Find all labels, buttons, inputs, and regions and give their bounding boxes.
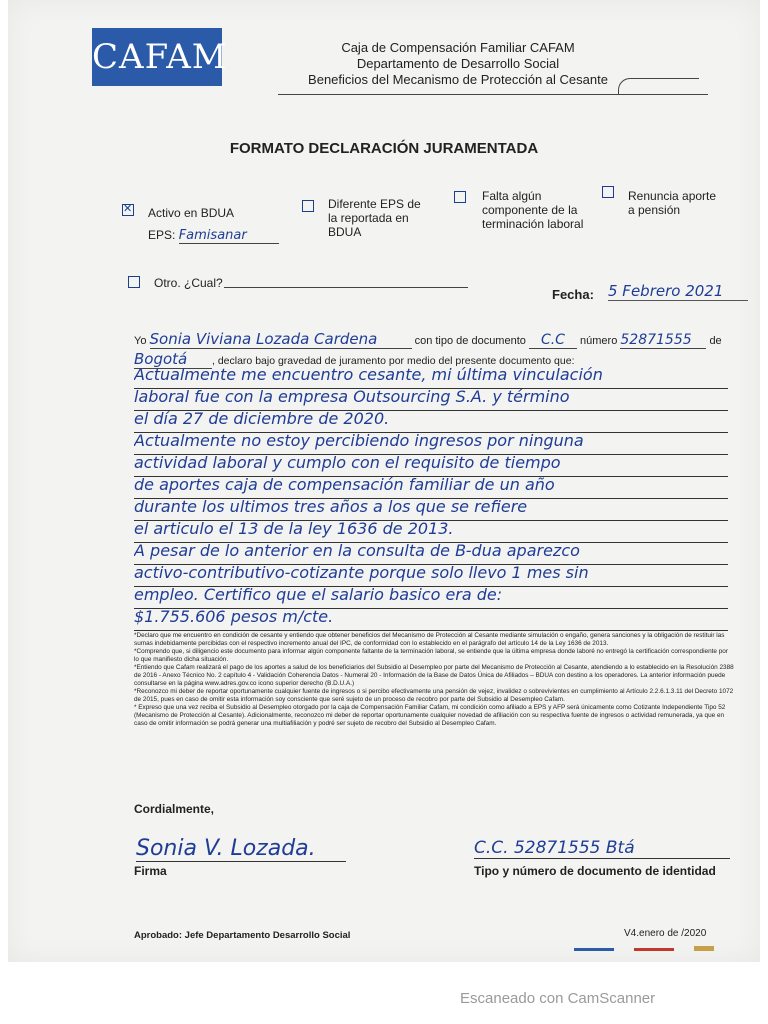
tipo-doc-label: con tipo de documento: [414, 335, 526, 347]
body-line-5[interactable]: actividad laboral y cumplo con el requisito de tiempo: [134, 452, 728, 477]
cafam-logo: CAFAM: [92, 28, 222, 86]
otro-checkbox[interactable]: [128, 276, 140, 288]
fine-print: [134, 632, 734, 728]
diferente-eps-checkbox[interactable]: [302, 200, 314, 212]
eps-label: EPS:: [148, 228, 176, 242]
body-line-6[interactable]: de aportes caja de compensación familiar de un año: [134, 474, 728, 499]
scanned-page: [8, 0, 760, 962]
org-line-1: Caja de Compensación Familiar CAFAM: [341, 40, 575, 55]
org-header: [258, 40, 658, 88]
approved-text: Aprobado: Jefe Departamento Desarrollo Social: [134, 930, 351, 941]
falta-componente-label: [482, 189, 583, 231]
signature-value[interactable]: Sonia V. Lozada.: [136, 836, 346, 862]
diferente-eps-line-3: BDUA: [328, 225, 362, 239]
activo-checkbox[interactable]: [122, 204, 134, 216]
body-line-2[interactable]: laboral fue con la empresa Outsourcing S.A. y término: [134, 386, 728, 411]
body-line-12[interactable]: $1.755.606 pesos m/cte.: [134, 606, 728, 631]
body-line-3[interactable]: el día 27 de diciembre de 2020.: [134, 408, 728, 433]
camscanner-watermark: Escaneado con CamScanner: [460, 990, 656, 1007]
otro-label: Otro. ¿Cual?: [154, 276, 223, 290]
tipo-doc-value[interactable]: C.C: [529, 332, 577, 349]
fecha-label: Fecha:: [552, 287, 594, 302]
body-line-4[interactable]: Actualmente no estoy percibiendo ingresos por ninguna: [134, 430, 728, 455]
de-label: de: [709, 335, 722, 347]
header-curve: [618, 78, 699, 95]
renuncia-checkbox[interactable]: [602, 186, 614, 198]
footer-decoration: [574, 946, 724, 952]
body-line-10[interactable]: activo-contributivo-cotizante porque solo llevo 1 mes sin: [134, 562, 728, 587]
closing-text: Cordialmente,: [134, 802, 215, 816]
falta-line-2: componente de la: [482, 203, 578, 217]
org-line-3: Beneficios del Mecanismo de Protección al Cesante: [308, 72, 608, 87]
eps-value[interactable]: Famisanar: [179, 229, 279, 244]
renuncia-line-1: Renuncia aporte: [628, 189, 717, 203]
name-value[interactable]: Sonia Viviana Lozada Cardena: [150, 330, 412, 349]
falta-line-3: terminación laboral: [482, 217, 584, 231]
body-line-1[interactable]: Actualmente me encuentro cesante, mi última vinculación: [134, 364, 728, 389]
version-text: V4.enero de /2020: [624, 928, 707, 939]
fine-print-4: *Reconozco mi deber de reportar oportunamente cualquier fuente de ingresos o si percibo efectivamente una pensión de vejez, invalidez o sobrevivientes en cumplimiento al Artículo 2.2.6.1.3.11 del Decreto 1072 de 2015, pues en caso de omitir esta información soy consciente que seré sujeto de un proceso de recobro por parte del Subsidio al Desempleo Cafam.: [134, 688, 734, 703]
falta-componente-checkbox[interactable]: [454, 191, 466, 203]
activo-label: Activo en BDUA: [148, 206, 235, 220]
ciudad-value[interactable]: Bogotá: [134, 350, 212, 369]
fine-print-5: * Expreso que una vez reciba el Subsidio al Desempleo otorgado por la caja de Compensación Familiar Cafam, mi condición como afiliado a EPS y AFP será únicamente como Cotizante Independiente Tipo 52 (Mecanismo de Protección al Cesante). Adicionalmente, reconozco mi deber de reportar oportunamente cualquier novedad de afiliación con su respectiva fuente de ingresos o actividad remunerada, ya que en caso de omitir información se podrá generar una multiafiliación y podré ser sujeto de recobro del Subsidio al Desempleo Cafam.: [134, 704, 726, 727]
id-label: Tipo y número de documento de identidad: [474, 864, 716, 878]
id-value[interactable]: C.C. 52871555 Btá: [474, 838, 730, 859]
diferente-eps-line-2: la reportada en: [328, 211, 409, 225]
numero-label: número: [580, 335, 618, 347]
fine-print-1: *Declaro que me encuentro en condición de cesante y entiendo que obtener beneficios del Mecanismo de Protección al Cesante mediante simulación o engaño, genera sanciones y la obligación de restituir las sumas indebidamente percibidas con el respectivo incremento anual del IPC, de conformidad con lo establecido en el parágrafo del artículo 14 de la Ley 1636 de 2013.: [134, 632, 725, 647]
renuncia-line-2: a pensión: [628, 203, 681, 217]
fine-print-3: *Entiendo que Cafam realizará el pago de los aportes a salud de los beneficiarios del Subsidio al Desempleo por parte del Mecanismo de Protección al Cesante, atendiendo a lo establecido en la Resolución 2388 de 2016 - Anexo Técnico No. 2 capítulo 4 - Validación Coherencia Datos - Numeral 20 - Información de la Base de Datos Única de Afiliados – BDUA con destino a los operadores. La anterior información puede consultarse en la página www.adres.gov.co icono superior derecho (B.D.U.A.): [134, 664, 734, 687]
declaration-line-1: [134, 330, 734, 349]
yo-label: Yo: [134, 335, 147, 347]
fine-print-2: *Comprendo que, si diligencio este documento para informar algún componente faltante de la terminación laboral, se entiende que la última empresa donde laboré no entregó la certificación correspondiente por lo que manifiesto dicha situación.: [134, 648, 728, 663]
signature-label: Firma: [134, 864, 167, 878]
diferente-eps-label: [328, 197, 421, 239]
body-line-8[interactable]: el articulo el 13 de la ley 1636 de 2013.: [134, 518, 728, 543]
body-line-11[interactable]: empleo. Certifico que el salario basico era de:: [134, 584, 728, 609]
diferente-eps-line-1: Diferente EPS de: [328, 197, 421, 211]
body-line-7[interactable]: durante los ultimos tres años a los que se refiere: [134, 496, 728, 521]
org-line-2: Departamento de Desarrollo Social: [356, 56, 560, 71]
declaro-text: , declaro bajo gravedad de juramento por medio del presente documento que:: [212, 355, 575, 367]
fecha-value[interactable]: 5 Febrero 2021: [608, 282, 748, 301]
form-title: FORMATO DECLARACIÓN JURAMENTADA: [229, 140, 539, 157]
falta-line-1: Falta algún: [482, 189, 542, 203]
numero-value[interactable]: 52871555: [620, 332, 706, 349]
body-line-9[interactable]: A pesar de lo anterior en la consulta de B-dua aparezco: [134, 540, 728, 565]
otro-input-line[interactable]: [224, 287, 468, 288]
renuncia-label: [628, 189, 716, 217]
eps-row: [148, 228, 279, 244]
